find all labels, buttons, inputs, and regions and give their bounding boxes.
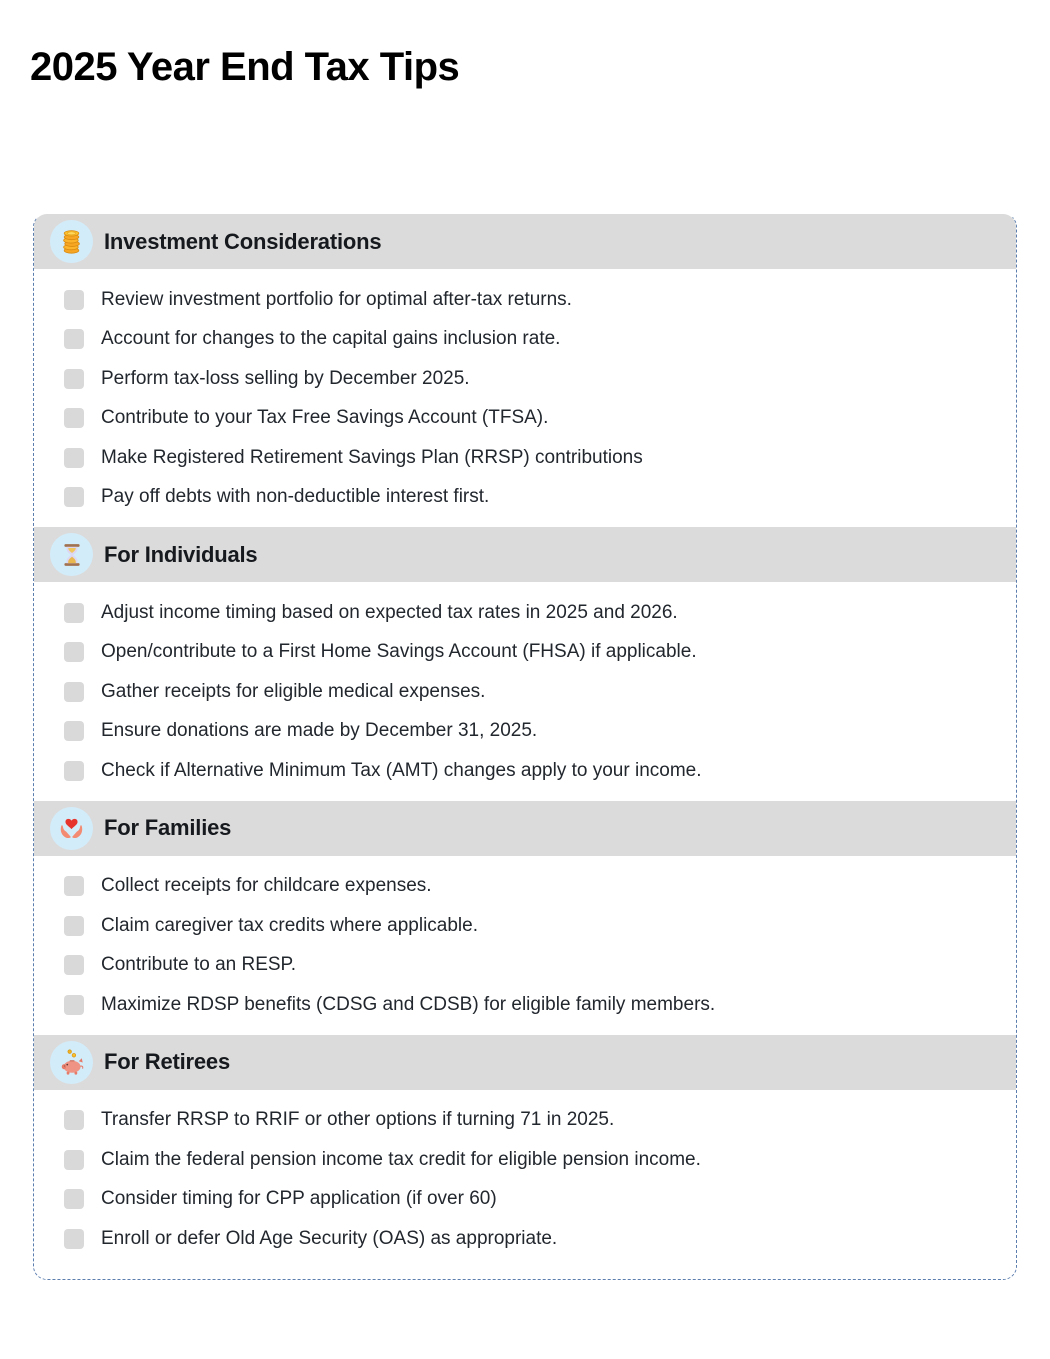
section-title: Investment Considerations [104, 228, 382, 254]
checklist-section [34, 214, 1016, 527]
checkbox[interactable] [64, 761, 84, 781]
piggy-bank-icon [50, 1041, 93, 1084]
checklist-item-label: Claim caregiver tax credits where applicable. [101, 914, 478, 936]
checklist-item [34, 399, 1016, 439]
checklist-item [34, 280, 1016, 320]
checkbox[interactable] [64, 290, 84, 310]
checklist-item-label: Pay off debts with non-deductible interest first. [101, 486, 490, 508]
coins-icon [50, 220, 93, 263]
section-items [34, 269, 1016, 527]
checklist-item-label: Transfer RRSP to RRIF or other options if turning 71 in 2025. [101, 1109, 615, 1131]
checkbox[interactable] [64, 1110, 84, 1130]
checklist-item [34, 438, 1016, 478]
checklist-item [34, 672, 1016, 712]
checklist-item-label: Enroll or defer Old Age Security (OAS) as appropriate. [101, 1227, 558, 1249]
checklist-item [34, 906, 1016, 946]
checklist-section [34, 527, 1016, 801]
section-items [34, 582, 1016, 801]
checklist-item-label: Maximize RDSP benefits (CDSG and CDSB) for eligible family members. [101, 993, 716, 1015]
heart-hands-icon [50, 807, 93, 850]
checklist-item-label: Claim the federal pension income tax credit for eligible pension income. [101, 1148, 701, 1170]
section-header [34, 214, 1016, 269]
checklist-item-label: Ensure donations are made by December 31, 2025. [101, 720, 538, 742]
checklist-item-label: Contribute to an RESP. [101, 954, 297, 976]
checklist-item [34, 1140, 1016, 1180]
checklist-item [34, 1101, 1016, 1141]
checkbox[interactable] [64, 642, 84, 662]
checkbox[interactable] [64, 955, 84, 975]
checklist-item-label: Consider timing for CPP application (if over 60) [101, 1188, 497, 1210]
checklist-item-label: Account for changes to the capital gains inclusion rate. [101, 328, 561, 350]
tax-tips-checklist [33, 213, 1017, 1280]
checklist-item [34, 593, 1016, 633]
checklist-item [34, 320, 1016, 360]
checklist-item-label: Collect receipts for childcare expenses. [101, 875, 432, 897]
checklist-item-label: Check if Alternative Minimum Tax (AMT) changes apply to your income. [101, 759, 702, 781]
checkbox[interactable] [64, 448, 84, 468]
checklist-item [34, 359, 1016, 399]
checkbox[interactable] [64, 995, 84, 1015]
section-header [34, 527, 1016, 582]
section-items [34, 1090, 1016, 1279]
checklist-item-label: Adjust income timing based on expected tax rates in 2025 and 2026. [101, 601, 678, 623]
page-title: 2025 Year End Tax Tips [30, 45, 460, 89]
checkbox[interactable] [64, 1189, 84, 1209]
section-header [34, 801, 1016, 856]
section-items [34, 856, 1016, 1035]
checkbox[interactable] [64, 369, 84, 389]
checkbox[interactable] [64, 487, 84, 507]
checkbox[interactable] [64, 1150, 84, 1170]
hourglass-icon [50, 533, 93, 576]
checklist-section [34, 801, 1016, 1035]
checklist-item [34, 1219, 1016, 1259]
checklist-item-label: Make Registered Retirement Savings Plan (RRSP) contributions [101, 446, 643, 468]
checklist-item [34, 712, 1016, 752]
checklist-item [34, 633, 1016, 673]
checkbox[interactable] [64, 329, 84, 349]
checklist-item-label: Perform tax-loss selling by December 2025. [101, 367, 470, 389]
checkbox[interactable] [64, 682, 84, 702]
checkbox[interactable] [64, 876, 84, 896]
checkbox[interactable] [64, 916, 84, 936]
checklist-item-label: Review investment portfolio for optimal after-tax returns. [101, 288, 572, 310]
checklist-item-label: Gather receipts for eligible medical expenses. [101, 680, 486, 702]
section-title: For Individuals [104, 541, 258, 567]
checkbox[interactable] [64, 721, 84, 741]
checkbox[interactable] [64, 603, 84, 623]
checklist-item-label: Contribute to your Tax Free Savings Account (TFSA). [101, 407, 549, 429]
checklist-section [34, 1035, 1016, 1279]
section-title: For Families [104, 815, 232, 840]
checklist-item [34, 985, 1016, 1025]
checklist-item [34, 946, 1016, 986]
checkbox[interactable] [64, 1229, 84, 1249]
checklist-item [34, 1180, 1016, 1220]
checklist-item-label: Open/contribute to a First Home Savings Account (FHSA) if applicable. [101, 641, 697, 663]
checklist-item [34, 478, 1016, 518]
section-header [34, 1035, 1016, 1090]
checklist-item [34, 751, 1016, 791]
section-title: For Retirees [104, 1049, 230, 1074]
checkbox[interactable] [64, 408, 84, 428]
checklist-item [34, 867, 1016, 907]
